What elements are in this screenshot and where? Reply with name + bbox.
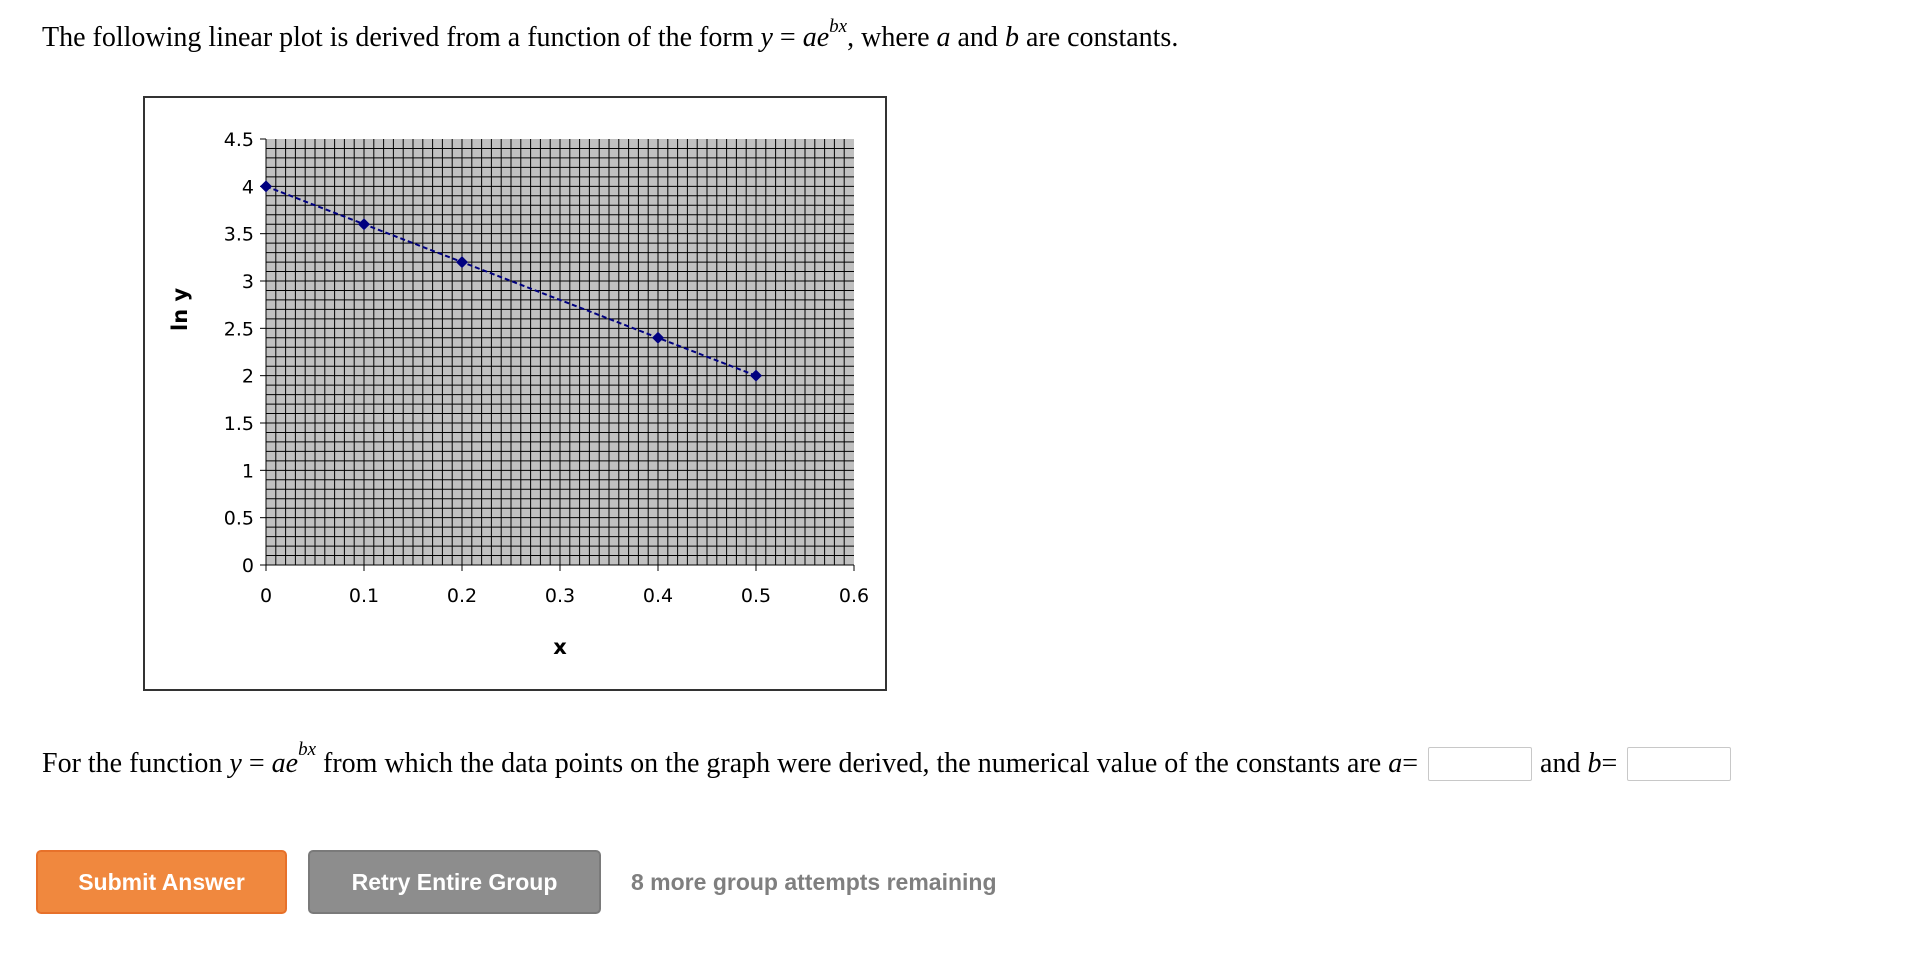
y-tick-label: 0.5: [223, 507, 254, 530]
answer-formula-base: ae: [271, 748, 299, 779]
question-outro-1: , where: [847, 22, 930, 53]
answer-formula-y: y: [229, 748, 242, 779]
answer-lead: For the function: [42, 748, 223, 779]
y-tick-label: 2.5: [223, 318, 254, 341]
answer-tail: from which the data points on the graph were derived, the numerical value of the constants are: [323, 748, 1382, 779]
constant-b: b: [1004, 22, 1019, 53]
formula-base: ae: [802, 22, 830, 53]
question-text: [42, 18, 1178, 61]
y-axis-title: ln y: [168, 287, 192, 331]
x-tick-label: 0.4: [642, 585, 674, 607]
b-answer-input[interactable]: [1627, 747, 1731, 781]
formula-exponent: bx: [829, 16, 848, 37]
y-tick-label: 3: [241, 271, 254, 293]
question-intro: The following linear plot is derived from a function of the form: [42, 22, 754, 53]
ln-y-vs-x-chart: [145, 98, 885, 689]
constant-a: a: [936, 22, 951, 53]
attempts-remaining-text: 8 more group attempts remaining: [631, 869, 997, 895]
submit-answer-button[interactable]: Submit Answer: [36, 850, 287, 914]
a-equals: =: [1402, 748, 1419, 779]
x-axis-title: x: [553, 635, 567, 659]
x-tick-label: 0.3: [544, 585, 576, 607]
answer-and-word: and: [1540, 748, 1581, 779]
x-tick-label: 0.5: [740, 585, 772, 607]
y-tick-label: 1: [241, 460, 254, 483]
b-label: b: [1587, 748, 1602, 779]
b-equals: =: [1601, 748, 1618, 779]
y-tick-label: 4: [241, 176, 254, 199]
x-tick-label: 0: [259, 585, 273, 607]
y-tick-label: 2: [241, 365, 254, 388]
a-answer-input[interactable]: [1428, 747, 1532, 781]
a-label: a: [1388, 748, 1403, 779]
formula-y: y: [760, 22, 773, 53]
x-tick-label: 0.2: [446, 585, 478, 607]
y-tick-label: 1.5: [223, 413, 254, 435]
y-tick-label: 0: [241, 555, 254, 577]
x-tick-label: 0.1: [348, 585, 380, 607]
and-word: and: [957, 22, 998, 53]
x-tick-label: 0.6: [838, 585, 870, 607]
y-tick-label: 3.5: [223, 223, 254, 246]
formula-equals: =: [779, 22, 796, 53]
y-tick-label: 4.5: [223, 129, 254, 151]
answer-prompt: [42, 739, 1739, 784]
question-outro-2: are constants.: [1025, 22, 1179, 53]
answer-formula-equals: =: [248, 748, 265, 779]
chart-frame: [143, 96, 887, 691]
answer-formula-exponent: bx: [298, 739, 317, 760]
retry-entire-group-button[interactable]: Retry Entire Group: [308, 850, 601, 914]
